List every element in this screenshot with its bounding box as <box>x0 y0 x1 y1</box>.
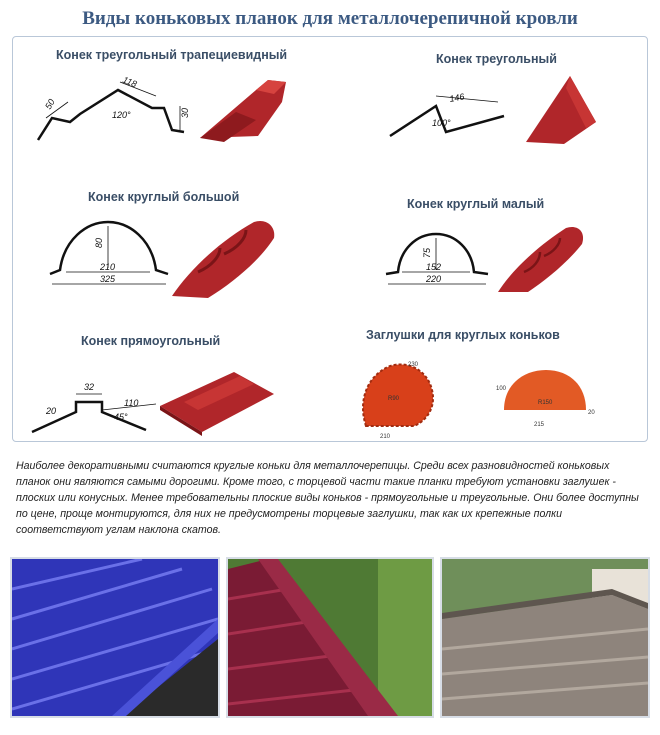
dim-cap1-b: 210 <box>380 434 391 440</box>
dim-rs-w: 152 <box>426 262 442 272</box>
photo-wine-roof <box>226 557 434 718</box>
round-large-ridge-drawing <box>46 214 174 292</box>
dim-trap-b: 118 <box>121 74 139 90</box>
dim-cap2-r: R150 <box>538 400 553 406</box>
dim-rs-h: 75 <box>422 247 432 258</box>
label-end-caps: Заглушки для круглых коньков <box>366 328 560 342</box>
photo-grey-roof <box>440 557 650 718</box>
dim-rect-c: 110 <box>124 398 139 408</box>
end-cap-flat-image <box>494 364 598 430</box>
dim-cap2-b: 20 <box>588 410 595 416</box>
label-ridge-triangular: Конек треугольный <box>436 52 557 66</box>
dim-cap2-c: 215 <box>534 422 545 428</box>
photo-blue-roof <box>10 557 220 718</box>
end-cap-cone-image <box>352 356 444 440</box>
label-ridge-rectangular: Конек прямоугольный <box>81 334 221 348</box>
dim-rl-total: 325 <box>100 274 116 284</box>
dim-cap2-a: 100 <box>496 386 507 392</box>
dim-rect-b: 20 <box>46 406 57 416</box>
dim-trap-angle: 120° <box>112 110 131 120</box>
rectangular-ridge-drawing <box>28 376 168 438</box>
label-ridge-round-large: Конек круглый большой <box>88 190 240 204</box>
triangular-ridge-image <box>520 72 600 146</box>
dim-rs-total: 220 <box>426 274 442 284</box>
dim-trap-c: 30 <box>180 107 190 118</box>
round-small-ridge-drawing <box>382 224 494 292</box>
trapezoid-ridge-image <box>196 76 292 146</box>
dim-rect-a: 32 <box>84 382 95 392</box>
dim-trap-a: 50 <box>43 97 57 111</box>
dim-tri-a: 146 <box>448 91 466 104</box>
dim-rl-h: 80 <box>94 237 104 248</box>
trapezoid-ridge-drawing <box>30 74 200 154</box>
round-large-ridge-image <box>168 212 280 300</box>
label-ridge-round-small: Конек круглый малый <box>407 197 545 211</box>
triangular-ridge-drawing <box>386 82 512 142</box>
dim-rl-w: 210 <box>100 262 116 272</box>
rectangular-ridge-image <box>156 366 278 438</box>
dim-tri-angle: 100° <box>432 118 451 128</box>
dim-rect-angle: 45° <box>114 412 128 422</box>
label-ridge-triangular-trapezoid: Конек треугольный трапециевидный <box>56 48 288 62</box>
dim-cap1-r: R90 <box>388 396 400 402</box>
page-title: Виды коньковых планок для металлочерепичной кровли <box>82 8 578 29</box>
round-small-ridge-image <box>494 220 588 294</box>
description-paragraph: Наиболее декоративными считаются круглые коньки для металлочерепицы. Среди всех разновидностей коньковых планок они являются самыми дорогими. Кроме того, с торцевой части такие планки требуют установки заглушек - плоских или конусных. Менее требовательны плоские виды коньков - прямоугольные и треугольные. Они более доступны по цене, проще монтируются, для них не предусмотрены торцевые заглушки, так как их крепежные полки соответствуют углам наклона скатов. <box>16 460 639 536</box>
dim-cap1-a: 230 <box>408 362 419 368</box>
